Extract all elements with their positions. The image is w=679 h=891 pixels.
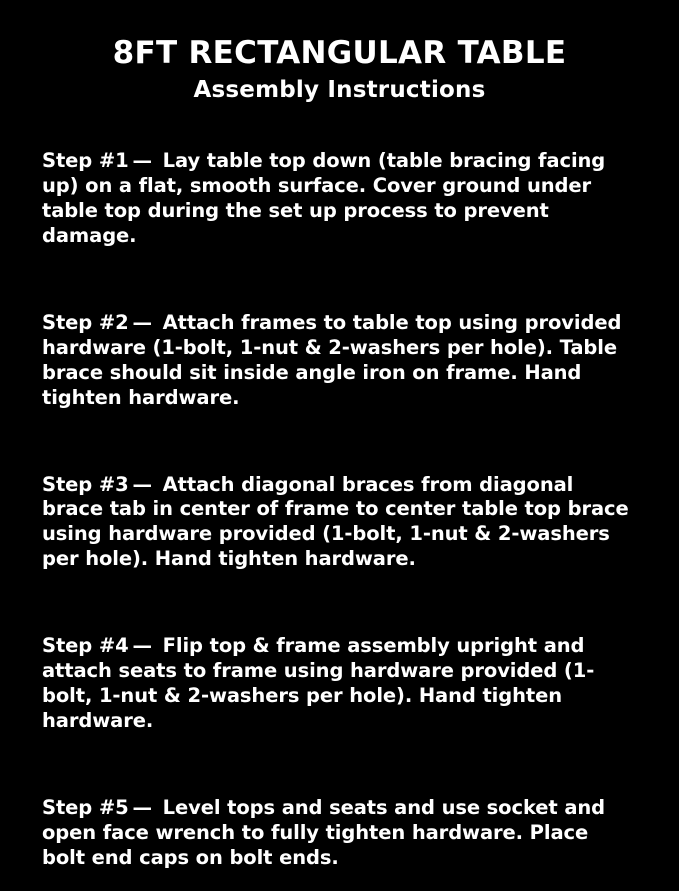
step-text: Attach diagonal braces from diagonal brace tab in center of frame to center table top brace using hardware provided (1-bolt, 1-nut & 2-washers per hole). Hand tighten hardware. (42, 472, 629, 571)
step-label: Step #2 (42, 310, 129, 334)
step-text: Attach frames to table top using provided hardware (1-bolt, 1-nut & 2-washers per hole). Table brace should sit inside angle iron on frame. Hand tighten hardware. (42, 310, 622, 409)
step-item (42, 634, 637, 734)
step-item (42, 311, 637, 411)
step-item (42, 149, 637, 249)
step-item (42, 473, 637, 573)
step-label: Step #1 (42, 148, 129, 172)
step-dash: — (132, 634, 152, 658)
step-dash: — (132, 148, 152, 172)
step-label: Step #5 (42, 796, 129, 820)
page-subtitle: Assembly Instructions (193, 77, 486, 104)
step-text: Lay table top down (table bracing facing up) on a flat, smooth surface. Cover ground under table top during the set up process to prevent damage. (42, 148, 606, 247)
step-label: Step #4 (42, 634, 129, 658)
step-text: Level tops and seats and use socket and open face wrench to fully tighten hardware. Place bolt end caps on bolt ends. (42, 796, 606, 870)
step-dash: — (132, 472, 152, 496)
step-item (42, 796, 637, 871)
step-text: Flip top & frame assembly upright and attach seats to frame using hardware provided (1-bolt, 1-nut & 2-washers per hole). Hand tighten hardware. (42, 634, 595, 733)
step-label: Step #3 (42, 472, 129, 496)
page-title: 8FT RECTANGULAR TABLE (112, 35, 567, 71)
step-dash: — (132, 796, 152, 820)
steps-list (42, 129, 637, 890)
step-dash: — (132, 310, 152, 334)
